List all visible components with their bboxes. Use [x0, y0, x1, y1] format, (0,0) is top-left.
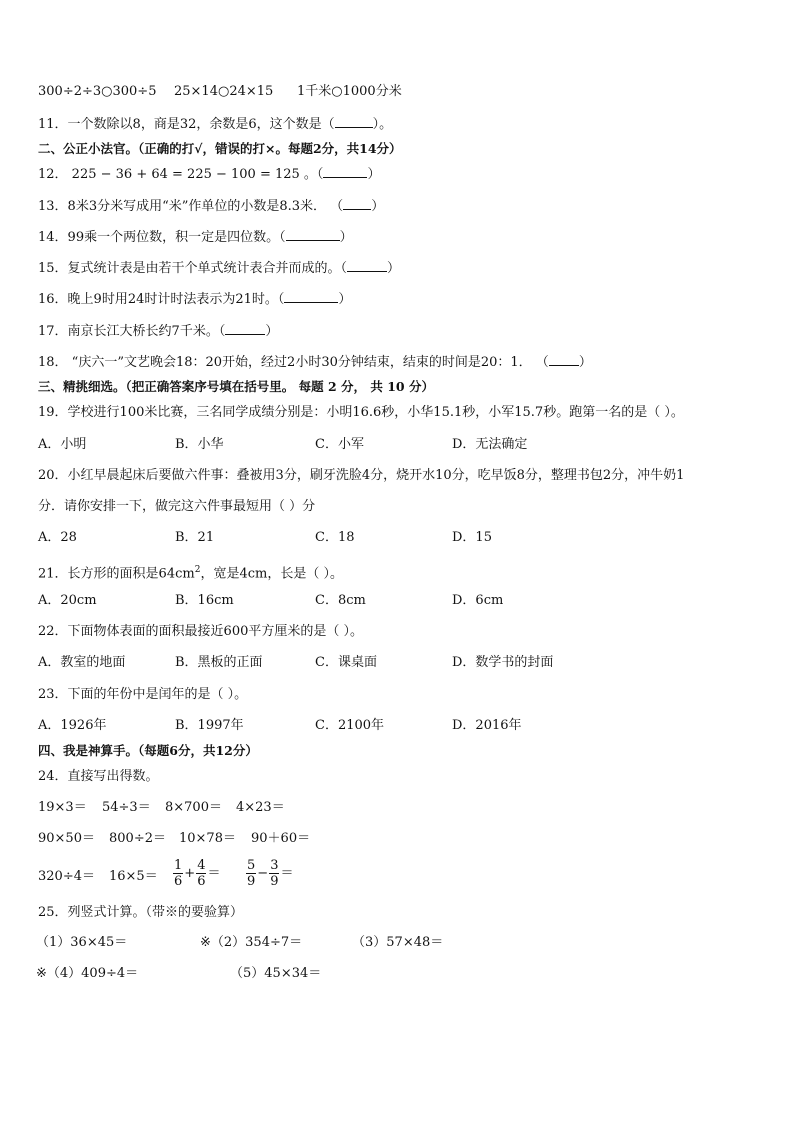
- vertical-calc-item: ※（4）409÷4＝: [36, 966, 139, 981]
- vertical-calc-item: （1）36×45＝: [36, 935, 128, 950]
- answer-blank[interactable]: [323, 165, 367, 178]
- q22-option-b[interactable]: B．黑板的正面: [175, 655, 263, 670]
- q21-option-d[interactable]: D．6cm: [452, 593, 504, 608]
- q22-option-c[interactable]: C．课桌面: [315, 655, 377, 670]
- fraction: $\frac{3}{9}$: [270, 858, 279, 889]
- question-22: 22．下面物体表面的面积最接近600平方厘米的是（ ）。: [38, 624, 363, 639]
- q20-option-d[interactable]: D．15: [452, 530, 492, 545]
- calc-item: 320÷4＝: [38, 869, 95, 884]
- q22-option-a[interactable]: A．教室的地面: [38, 655, 126, 670]
- q21-option-a[interactable]: A．20cm: [38, 593, 97, 608]
- question-11: 11．一个数除以8，商是32，余数是6，这个数是（ ）。: [38, 117, 393, 132]
- answer-blank[interactable]: [286, 228, 340, 241]
- fraction: $\frac{4}{6}$: [197, 858, 206, 889]
- answer-blank[interactable]: [343, 197, 371, 210]
- q20-option-a[interactable]: A．28: [38, 530, 77, 545]
- question-17: 17．南京长江大桥长约7千米。（ ）: [38, 324, 279, 339]
- calc-item: 800÷2＝: [109, 831, 166, 846]
- calc-item: 90×50＝: [38, 831, 95, 846]
- calc-item: 10×78＝: [179, 831, 236, 846]
- q23-option-c[interactable]: C．2100年: [315, 718, 385, 733]
- q19-option-a[interactable]: A．小明: [38, 437, 87, 452]
- calc-item: 90＋60＝: [251, 831, 311, 846]
- question-19: 19．学校进行100米比赛，三名同学成绩分别是：小明16.6秒，小华15.1秒，小军15.7秒。跑第一名的是（ ）。: [38, 405, 684, 420]
- question-16: 16．晚上9时用24时计时法表示为21时。（ ）: [38, 292, 352, 307]
- calc-item: 19×3＝: [38, 800, 87, 815]
- answer-blank[interactable]: [284, 290, 338, 303]
- section-4-heading: 四、我是神算手。（每题6分，共12分）: [38, 743, 258, 758]
- question-20-line-1: 20．小红早晨起床后要做六件事：叠被用3分，刷牙洗脸4分，烧开水10分，吃早饭8分，整理书包2分，冲牛奶1: [38, 468, 685, 483]
- compare-item-1: 300÷2÷3○300÷5: [38, 84, 157, 99]
- answer-blank[interactable]: [335, 115, 373, 128]
- calc-item: 8×700＝: [165, 800, 222, 815]
- q23-option-b[interactable]: B．1997年: [175, 718, 244, 733]
- answer-blank[interactable]: [347, 259, 387, 272]
- fraction: $\frac{5}{9}$: [247, 858, 256, 889]
- question-18: 18． “庆六一”文艺晚会18：20开始，经过2小时30分钟结束，结束的时间是20：1． （ ）: [38, 355, 592, 370]
- q21-option-b[interactable]: B．16cm: [175, 593, 234, 608]
- q20-option-b[interactable]: B．21: [175, 530, 215, 545]
- q19-option-c[interactable]: C．小军: [315, 437, 364, 452]
- fraction: $\frac{1}{6}$: [174, 858, 183, 889]
- answer-blank[interactable]: [225, 322, 265, 335]
- compare-item-3: 1千米○1000分米: [297, 84, 402, 99]
- question-15: 15．复式统计表是由若干个单式统计表合并而成的。（ ）: [38, 261, 401, 276]
- calc-item: 4×23＝: [236, 800, 285, 815]
- q23-option-d[interactable]: D．2016年: [452, 718, 522, 733]
- vertical-calc-item: （5）45×34＝: [230, 966, 322, 981]
- fraction-expression-1: $\frac{1}{6}$ + $\frac{4}{6}$ ＝: [174, 858, 221, 889]
- vertical-calc-item: （3）57×48＝: [352, 935, 444, 950]
- section-3-heading: 三、精挑细选。（把正确答案序号填在括号里。 每题 2 分， 共 10 分）: [38, 379, 434, 394]
- question-23: 23．下面的年份中是闰年的是（ ）。: [38, 687, 248, 702]
- question-20-line-2: 分．请你安排一下，做完这六件事最短用（ ）分: [38, 499, 316, 514]
- q22-option-d[interactable]: D．数学书的封面: [452, 655, 554, 670]
- compare-item-2: 25×14○24×15: [174, 84, 274, 99]
- q23-option-a[interactable]: A．1926年: [38, 718, 107, 733]
- calc-item: 16×5＝: [109, 869, 158, 884]
- question-21: 21．长方形的面积是$64cm^2$，宽是4cm，长是（ ）。: [38, 565, 343, 582]
- q19-option-b[interactable]: B．小华: [175, 437, 224, 452]
- q20-option-c[interactable]: C．18: [315, 530, 355, 545]
- calc-item: 54÷3＝: [102, 800, 151, 815]
- question-14: 14．99乘一个两位数，积一定是四位数。（ ）: [38, 230, 353, 245]
- section-2-heading: 二、公正小法官。（正确的打√，错误的打×。每题2分，共14分）: [38, 141, 402, 156]
- q21-option-c[interactable]: C．8cm: [315, 593, 366, 608]
- q19-option-d[interactable]: D．无法确定: [452, 437, 528, 452]
- vertical-calc-item: ※（2）354÷7＝: [200, 935, 303, 950]
- question-24: 24．直接写出得数。: [38, 769, 159, 784]
- answer-blank[interactable]: [549, 353, 579, 366]
- fraction-expression-2: $\frac{5}{9}$ − $\frac{3}{9}$ ＝: [247, 858, 294, 889]
- question-25: 25．列竖式计算。（带※的要验算）: [38, 905, 244, 920]
- question-12: 12． 225 − 36 + 64 = 225 − 100 = 125 。（ ）: [38, 167, 381, 182]
- question-13: 13．8米3分米写成用“米”作单位的小数是8.3米． （ ）: [38, 199, 385, 214]
